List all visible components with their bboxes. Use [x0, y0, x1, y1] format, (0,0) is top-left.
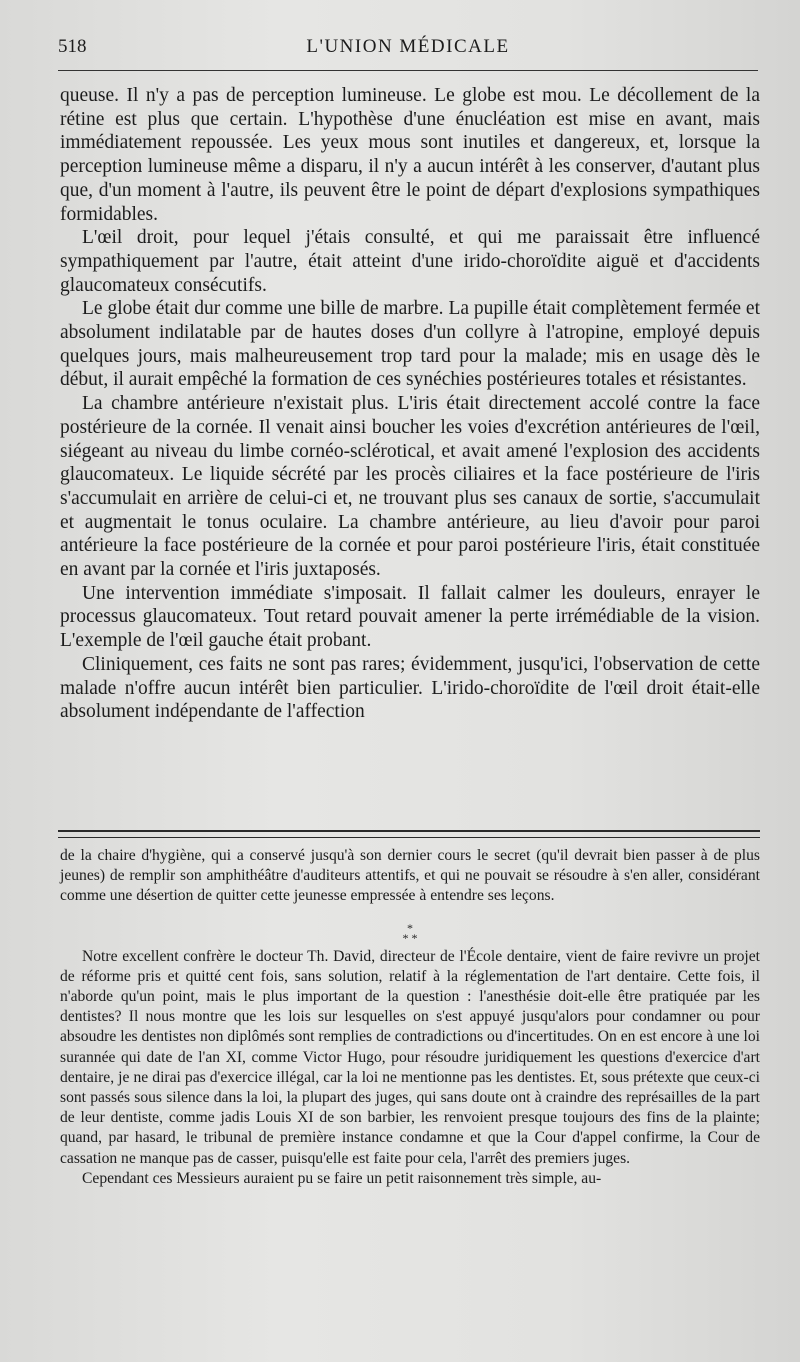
paragraph: Cliniquement, ces faits ne sont pas rares; évidemment, jusqu'ici, l'observation de cette malade n'offre aucun intérêt bien particulier. L'irido-choroïdite de l'œil droit était-elle absolument indépendante de l'affection [60, 653, 760, 723]
asterism-separator [60, 920, 760, 945]
header-rule [58, 70, 758, 71]
feuilleton-notes [60, 846, 760, 1189]
note-paragraph: Cependant ces Messieurs auraient pu se faire un petit raisonnement très simple, au- [82, 1169, 602, 1187]
paragraph: queuse. Il n'y a pas de perception lumineuse. Le globe est mou. Le décollement de la rétine est plus que certain. L'hypothèse d'une énucléation est mise en avant, mais immédiatement repoussée. Les yeux mous sont inutiles et dangereux, et, lorsque la perception lumineuse même a disparu, il n'y a aucun intérêt à les conserver, d'autant plus que, d'un moment à l'autre, ils peuvent être le point de départ d'explosions sympathiques formidables. [60, 85, 760, 225]
asterism-top: * [407, 920, 413, 935]
note-paragraph: Notre excellent confrère le docteur Th. David, directeur de l'École dentaire, vient de faire revivre un projet de réforme pris et quitté cent fois, sans solution, relatif à la réglementation de l'art dentaire. Cette fois, il n'aborde qu'un point, mais le plus important de la question : l'anesthésie doit-elle être pratiquée par les dentistes? Il nous montre que les lois sur lesquelles on s'est appuyé jusqu'alors pour condamner ou pour absoudre les dentistes non diplômés sont remplies de contradictions ou d'incertitudes. On en est encore à une loi surannée qui date de l'an XI, comme Victor Hugo, pour résoudre juridiquement les questions d'exercice d'art dentaire, je ne dirai pas d'exercice illégal, car la loi ne mentionne pas les dentistes. Et, sous prétexte que ceux-ci sont passés sous silence dans la loi, la plupart des juges, qui sans doute ont à craindre des représailles de la part de leur dentiste, comme jadis Louis XI de son barbier, les renvoient presque toujours des fins de la plainte; quand, par hasard, le tribunal de première instance condamne et que la Cour d'appel confirme, la Cour de cassation ne manque pas de casser, puisqu'elle est faite pour cela, l'arrêt des premiers juges. [60, 947, 760, 1167]
asterism-bottom: * * [402, 930, 418, 945]
page-header [58, 36, 758, 64]
main-article-text [60, 84, 760, 724]
page-number: 518 [58, 36, 87, 57]
running-title: L'UNION MÉDICALE [306, 36, 510, 57]
paragraph: Le globe était dur comme une bille de marbre. La pupille était complètement fermée et absolument indilatable par de hautes doses d'un collyre à l'atropine, employé depuis quelques jours, mais malheureusement trop tard pour la malade; mis en usage dès le début, il aurait empêché la formation de ces synéchies postérieures totales et résistantes. [60, 298, 760, 391]
paragraph: L'œil droit, pour lequel j'étais consulté, et qui me paraissait être influencé sympathiquement par l'autre, était atteint d'une irido-choroïdite aiguë et d'accidents glaucomateux consécutifs. [60, 227, 760, 296]
section-divider [58, 830, 760, 838]
note-paragraph: de la chaire d'hygiène, qui a conservé jusqu'à son dernier cours le secret (qu'il devrait bien passer à de plus jeunes) de remplir son amphithéâtre d'auditeurs attentifs, et qui ne pouvait se résoudre à s'en aller, considérant comme une désertion de quitter cette jeunesse empressée à entendre ses leçons. [60, 847, 760, 905]
paragraph: Une intervention immédiate s'imposait. Il fallait calmer les douleurs, enrayer le processus glaucomateux. Tout retard pouvait amener la perte irrémédiable de la vision. L'exemple de l'œil gauche était probant. [60, 582, 760, 652]
paragraph: La chambre antérieure n'existait plus. L'iris était directement accolé contre la face postérieure de la cornée. Il venait ainsi boucher les voies d'excrétion antérieures de l'œil, siégeant au niveau du limbe cornéo-sclérotical, et avait amené l'explosion des accidents glaucomateux. Le liquide sécrété par les procès ciliaires et la face postérieure de l'iris s'accumulait en arrière de celui-ci et, ne trouvant plus ses canaux de sortie, s'accumulait et augmentait le tonus oculaire. La chambre antérieure, au lieu d'avoir pour paroi antérieure la face postérieure de la cornée et pour paroi postérieure l'iris, était constituée en avant par la cornée et l'iris juxtaposés. [60, 393, 760, 581]
